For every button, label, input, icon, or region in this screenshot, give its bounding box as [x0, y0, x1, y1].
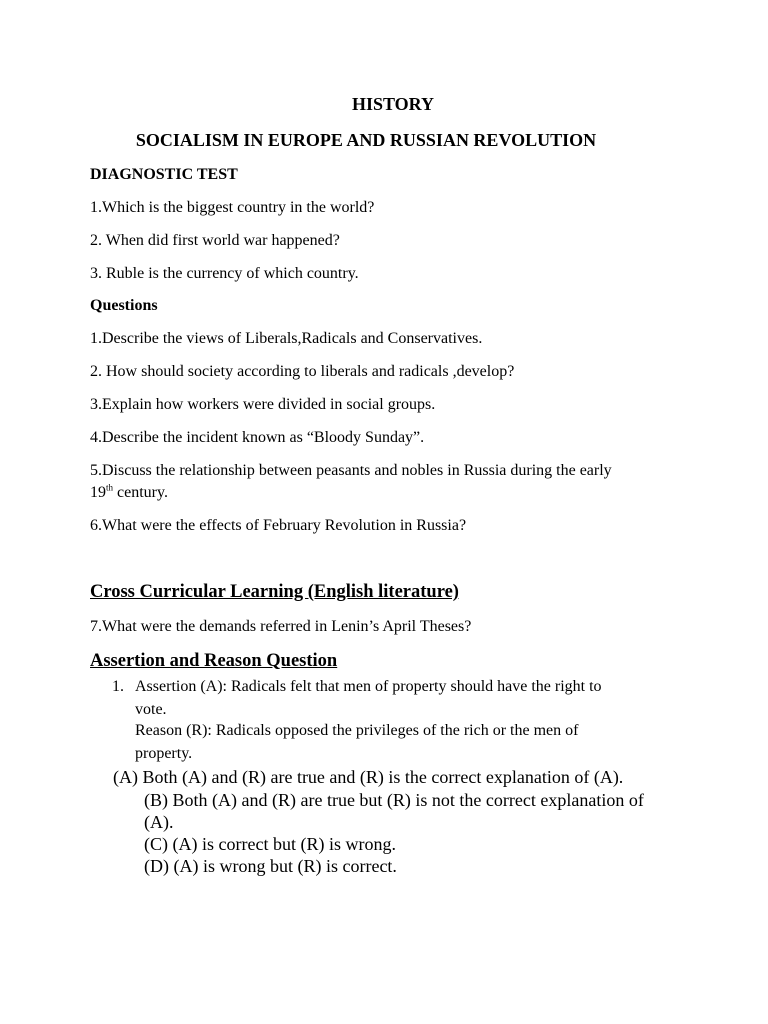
century-number: 19	[90, 484, 106, 501]
option-a: (A) Both (A) and (R) are true and (R) is the correct explanation of (A).	[113, 767, 624, 787]
question-item-6: 6.What were the effects of February Revolution in Russia?	[90, 517, 467, 534]
ordinal-suffix: th	[106, 482, 114, 493]
diagnostic-item-2: 2. When did first world war happened?	[90, 232, 340, 249]
diagnostic-item-3: 3. Ruble is the currency of which country.	[90, 265, 359, 282]
assertion-question-number: 1.	[112, 678, 124, 695]
reason-line-1: Reason (R): Radicals opposed the privileges of the rich or the men of	[135, 722, 579, 739]
cross-curricular-item: 7.What were the demands referred in Lenin’s April Theses?	[90, 618, 472, 635]
century-word: century.	[113, 484, 168, 501]
diagnostic-item-1: 1.Which is the biggest country in the world?	[90, 199, 375, 216]
cross-curricular-heading: Cross Curricular Learning (English literature)	[90, 582, 459, 602]
question-item-3: 3.Explain how workers were divided in social groups.	[90, 396, 436, 413]
option-c: (C) (A) is correct but (R) is wrong.	[144, 834, 396, 854]
question-item-2: 2. How should society according to liberals and radicals ,develop?	[90, 363, 515, 380]
assertion-line-1: Assertion (A): Radicals felt that men of property should have the right to	[135, 678, 602, 695]
option-b-line-2: (A).	[144, 812, 174, 832]
chapter-title: SOCIALISM IN EUROPE AND RUSSIAN REVOLUTION	[135, 130, 597, 150]
option-d: (D) (A) is wrong but (R) is correct.	[144, 856, 397, 876]
subject-title: HISTORY	[351, 94, 435, 114]
questions-heading: Questions	[90, 297, 158, 314]
option-b-line-1: (B) Both (A) and (R) are true but (R) is not the correct explanation of	[144, 790, 644, 810]
question-item-4: 4.Describe the incident known as “Bloody Sunday”.	[90, 429, 425, 446]
diagnostic-heading: DIAGNOSTIC TEST	[90, 166, 238, 183]
reason-line-2: property.	[135, 745, 193, 762]
question-item-5: 5.Discuss the relationship between peasants and nobles in Russia during the early	[90, 462, 612, 479]
assertion-reason-heading: Assertion and Reason Question	[90, 651, 338, 671]
question-item-1: 1.Describe the views of Liberals,Radicals and Conservatives.	[90, 330, 483, 347]
assertion-line-2: vote.	[135, 701, 167, 718]
question-item-5-continuation	[90, 484, 168, 502]
